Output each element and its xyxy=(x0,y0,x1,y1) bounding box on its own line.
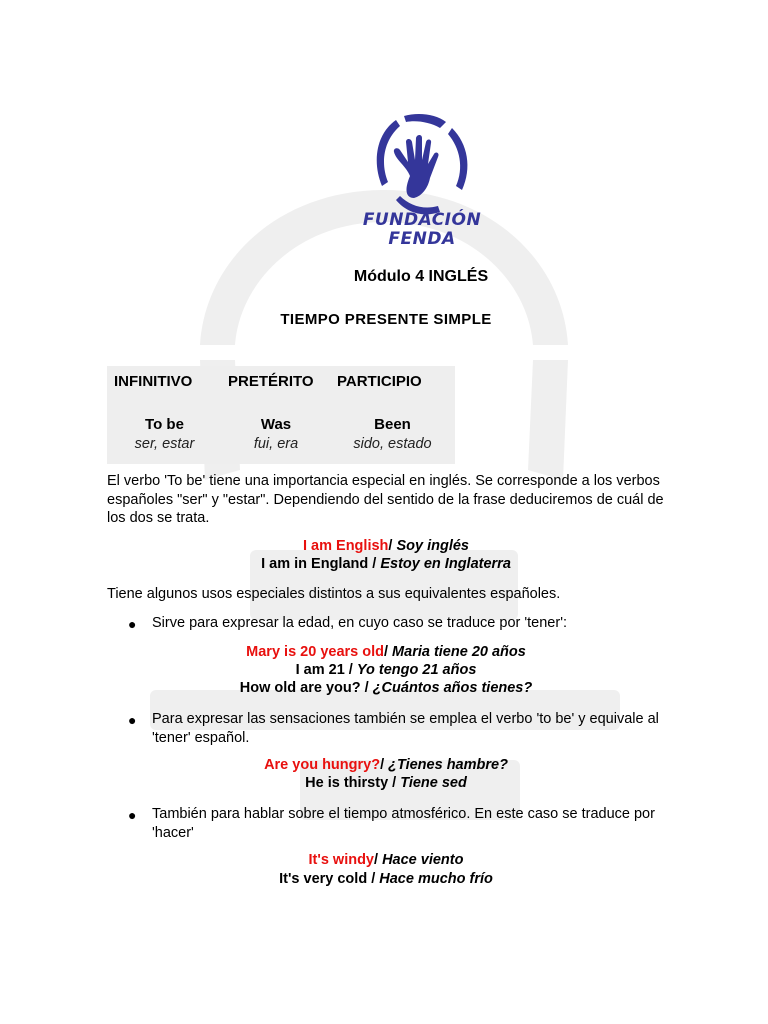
example-3-line-2 xyxy=(0,775,768,791)
example-4-line-1 xyxy=(0,852,768,868)
table-header-infinitive: INFINITIVO xyxy=(114,373,193,390)
example-spanish: Hace viento xyxy=(382,852,464,868)
uses-intro-paragraph: Tiene algunos usos especiales distintos a sus equivalentes españoles. xyxy=(107,586,561,602)
table-verb-infinitive: To be xyxy=(145,416,184,433)
example-1-line-2 xyxy=(0,556,768,572)
intro-paragraph: El verbo 'To be' tiene una importancia especial en inglés. Se corresponde a los verbos españoles "ser" y "estar". Dependiendo del sentido de la frase deduciremos de cuál de los dos se trata. xyxy=(107,473,664,526)
table-header-preterite: PRETÉRITO xyxy=(228,373,314,390)
logo-text-line2: FENDA xyxy=(388,229,456,249)
logo-text-line1: FUNDACIÓN xyxy=(362,210,482,230)
page-subtitle: TIEMPO PRESENTE SIMPLE xyxy=(280,311,492,328)
bullet-3-text: También para hablar sobre el tiempo atmosférico. En este caso se traduce por 'hacer' xyxy=(152,806,655,841)
example-english: Mary is 20 years old xyxy=(246,644,384,660)
example-english: Are you hungry? xyxy=(264,757,381,773)
example-1-line-1 xyxy=(0,538,768,554)
verb-conjugation-table xyxy=(107,366,455,464)
slash: / xyxy=(374,852,383,868)
example-2-line-2 xyxy=(0,662,768,678)
example-spanish: ¿Tienes hambre? xyxy=(388,757,508,773)
bullet-1-text: Sirve para expresar la edad, en cuyo caso se traduce por 'tener': xyxy=(152,615,567,631)
example-spanish: Maria tiene 20 años xyxy=(392,644,526,660)
table-translation-infinitive: ser, estar xyxy=(134,436,195,452)
example-english: It's windy xyxy=(308,852,374,868)
table-header-participle: PARTICIPIO xyxy=(337,373,422,390)
example-english: I am in England / xyxy=(261,556,381,572)
example-4-line-2 xyxy=(0,871,768,887)
example-3-line-1 xyxy=(0,757,768,773)
example-english: I am 21 / xyxy=(295,662,357,678)
bullet-icon: ● xyxy=(128,807,137,823)
example-english: I am English xyxy=(302,538,389,554)
example-english: He is thirsty / xyxy=(305,775,401,791)
example-english: It's very cold / xyxy=(279,871,380,887)
example-english: How old are you? / xyxy=(239,680,373,696)
example-2-line-3 xyxy=(0,680,768,696)
bullet-icon: ● xyxy=(128,616,137,632)
example-spanish: Soy inglés xyxy=(396,538,469,554)
slash: / xyxy=(380,757,389,773)
bullet-2-text: Para expresar las sensaciones también se emplea el verbo 'to be' y equivale al 'tener' español. xyxy=(152,711,659,746)
page-title: Módulo 4 INGLÉS xyxy=(353,268,489,285)
example-spanish: Hace mucho frío xyxy=(379,871,493,887)
slash: / xyxy=(388,538,397,554)
example-spanish: Estoy en Inglaterra xyxy=(380,556,511,572)
table-verb-preterite: Was xyxy=(260,416,292,433)
example-spanish: Tiene sed xyxy=(400,775,467,791)
table-verb-participle: Been xyxy=(374,416,411,433)
bullet-icon: ● xyxy=(128,712,137,728)
example-spanish: Yo tengo 21 años xyxy=(356,662,477,678)
slash: / xyxy=(383,644,393,660)
example-2-line-1 xyxy=(0,644,768,660)
table-translation-preterite: fui, era xyxy=(253,436,299,452)
example-spanish: ¿Cuántos años tienes? xyxy=(372,680,533,696)
table-translation-participle: sido, estado xyxy=(353,436,432,452)
